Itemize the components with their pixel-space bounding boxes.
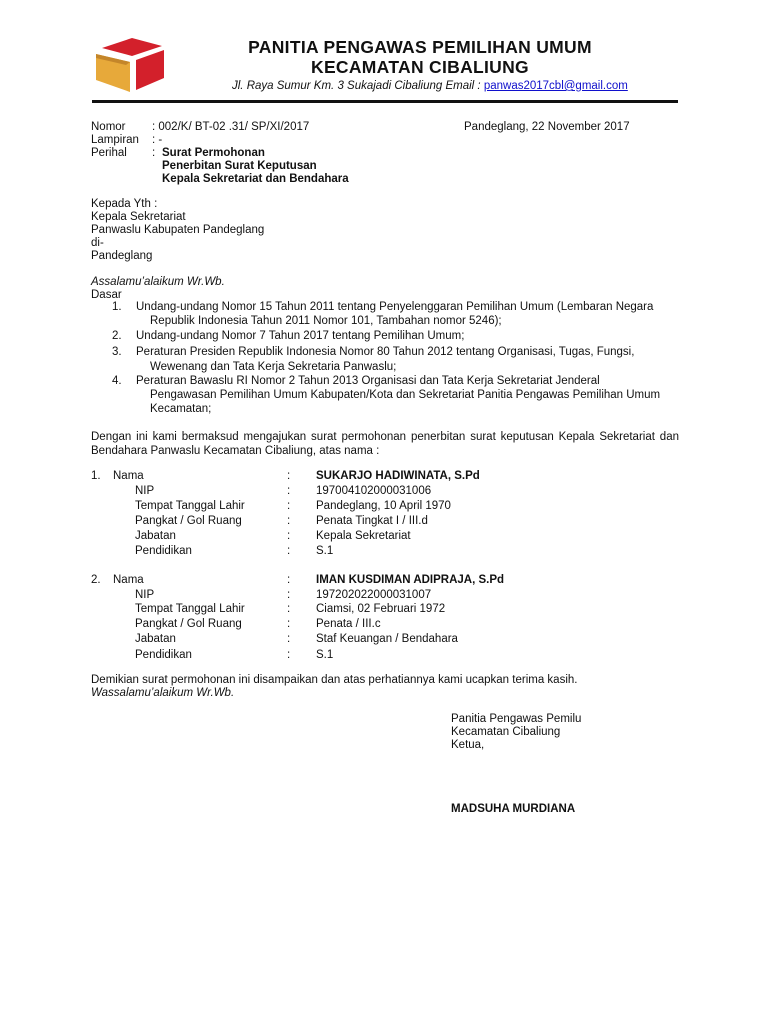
person-2-pangkat-label: Pangkat / Gol Ruang: [135, 618, 242, 630]
person-2-num: 2.: [91, 574, 101, 586]
person-1-pendidikan-label: Pendidikan: [135, 545, 192, 557]
person-2-nama-value: IMAN KUSDIMAN ADIPRAJA, S.Pd: [316, 574, 505, 586]
nomor-label: Nomor: [91, 121, 126, 133]
nomor-value: : 002/K/ BT-02 .31/ SP/XI/2017: [152, 121, 310, 133]
closing-text: Demikian surat permohonan ini disampaikan dan atas perhatiannya kami ucapkan terima kasih.: [91, 674, 578, 686]
person-1-pendidikan-value: S.1: [316, 545, 334, 557]
signature-line-2: Kecamatan Cibaliung: [451, 726, 561, 738]
dasar-label: Dasar: [91, 289, 122, 301]
logo-red-right: [136, 50, 164, 90]
person-2-pendidikan-value: S.1: [316, 649, 334, 661]
farewell: Wassalamu’alaikum Wr.Wb.: [91, 687, 235, 699]
person-1-jabatan-value: Kepala Sekretariat: [316, 530, 411, 542]
recipient-line-1: Kepada Yth :: [91, 198, 158, 210]
person-2-colon-3: :: [287, 603, 291, 615]
person-2-colon-5: :: [287, 633, 291, 645]
logo-red-top: [102, 38, 162, 56]
person-2-colon-1: :: [287, 574, 291, 586]
signature-line-3: Ketua,: [451, 739, 485, 751]
recipient-line-3: Panwaslu Kabupaten Pandeglang: [91, 224, 265, 236]
dasar-num-1: 1.: [112, 301, 122, 313]
person-1-colon-5: :: [287, 530, 291, 542]
dasar-1-line-2: Republik Indonesia Tahun 2011 Nomor 101, Tambahan nomor 5246);: [150, 315, 502, 327]
header-address: [232, 79, 628, 93]
person-1-colon-4: :: [287, 515, 291, 527]
person-1-pangkat-label: Pangkat / Gol Ruang: [135, 515, 242, 527]
person-1-colon-1: :: [287, 470, 291, 482]
person-2-ttl-label: Tempat Tanggal Lahir: [135, 603, 245, 615]
perihal-line-3: Kepala Sekretariat dan Bendahara: [162, 173, 349, 185]
lampiran-label: Lampiran: [91, 134, 139, 146]
perihal-label: Perihal: [91, 147, 127, 159]
header-title-line2: KECAMATAN CIBALIUNG: [311, 57, 529, 77]
dasar-3-line-2: Wewenang dan Tata Kerja Sekretaria Panwaslu;: [150, 361, 397, 373]
person-1-nip-label: NIP: [135, 485, 155, 497]
dasar-4-line-1: Peraturan Bawaslu RI Nomor 2 Tahun 2013 Organisasi dan Tata Kerja Sekretariat Jenderal: [136, 375, 600, 387]
person-2-colon-6: :: [287, 649, 291, 661]
dasar-2-line-1: Undang-undang Nomor 7 Tahun 2017 tentang Pemilihan Umum;: [136, 330, 465, 342]
person-2-jabatan-value: Staf Keuangan / Bendahara: [316, 633, 458, 645]
person-2-ttl-value: Ciamsi, 02 Februari 1972: [316, 603, 446, 615]
person-2-nip-label: NIP: [135, 589, 155, 601]
intro-line-2: Bendahara Panwaslu Kecamatan Cibaliung, atas nama :: [91, 445, 380, 457]
person-1-ttl-value: Pandeglang, 10 April 1970: [316, 500, 451, 512]
person-1-nama-value: SUKARJO HADIWINATA, S.Pd: [316, 470, 480, 482]
person-2-jabatan-label: Jabatan: [135, 633, 176, 645]
recipient-line-5: Pandeglang: [91, 250, 153, 262]
person-1-colon-2: :: [287, 485, 291, 497]
recipient-line-4: di-: [91, 237, 104, 249]
dasar-num-2: 2.: [112, 330, 122, 342]
person-2-colon-4: :: [287, 618, 291, 630]
dasar-4-line-3: Kecamatan;: [150, 403, 212, 415]
person-1-nip-value: 197004102000031006: [316, 485, 432, 497]
person-2-pendidikan-label: Pendidikan: [135, 649, 192, 661]
email-link[interactable]: panwas2017cbl@gmail.com: [483, 80, 628, 92]
person-2-nama-label: Nama: [113, 574, 144, 586]
person-1-num: 1.: [91, 470, 101, 482]
person-1-nama-label: Nama: [113, 470, 144, 482]
signatory-name: MADSUHA MURDIANA: [451, 803, 576, 815]
dasar-3-line-1: Peraturan Presiden Republik Indonesia Nomor 80 Tahun 2012 tentang Organisasi, Tugas, Fungsi,: [136, 346, 635, 358]
dasar-num-3: 3.: [112, 346, 122, 358]
dasar-4-line-2: Pengawasan Pemilihan Umum Kabupaten/Kota dan Sekretariat Panitia Pengawas Pemilihan Umum: [150, 389, 661, 401]
perihal-line-2: Penerbitan Surat Keputusan: [162, 160, 317, 172]
perihal-colon: :: [152, 147, 156, 159]
recipient-line-2: Kepala Sekretariat: [91, 211, 186, 223]
header-title-line1: PANITIA PENGAWAS PEMILIHAN UMUM: [248, 37, 592, 57]
person-1-ttl-label: Tempat Tanggal Lahir: [135, 500, 245, 512]
person-2-nip-value: 197202022000031007: [316, 589, 432, 601]
panwaslu-logo: [92, 34, 172, 94]
person-1-jabatan-label: Jabatan: [135, 530, 176, 542]
header-rule: [92, 100, 678, 103]
address-text: Jl. Raya Sumur Km. 3 Sukajadi Cibaliung Email :: [232, 80, 484, 92]
person-1-pangkat-value: Penata Tingkat I / III.d: [316, 515, 428, 527]
person-2-colon-2: :: [287, 589, 291, 601]
lampiran-value: : -: [152, 134, 163, 146]
person-1-colon-3: :: [287, 500, 291, 512]
signature-line-1: Panitia Pengawas Pemilu: [451, 713, 582, 725]
letter-date: Pandeglang, 22 November 2017: [464, 121, 630, 133]
perihal-line-1: Surat Permohonan: [162, 147, 265, 159]
dasar-num-4: 4.: [112, 375, 122, 387]
intro-line-1: Dengan ini kami bermaksud mengajukan surat permohonan penerbitan surat keputusan Kepala Sekretariat dan: [91, 431, 679, 443]
person-2-pangkat-value: Penata / III.c: [316, 618, 381, 630]
greeting: Assalamu’alaikum Wr.Wb.: [91, 276, 225, 288]
person-1-colon-6: :: [287, 545, 291, 557]
dasar-1-line-1: Undang-undang Nomor 15 Tahun 2011 tentang Penyelenggaran Pemilihan Umum (Lembaran Negara: [136, 301, 654, 313]
